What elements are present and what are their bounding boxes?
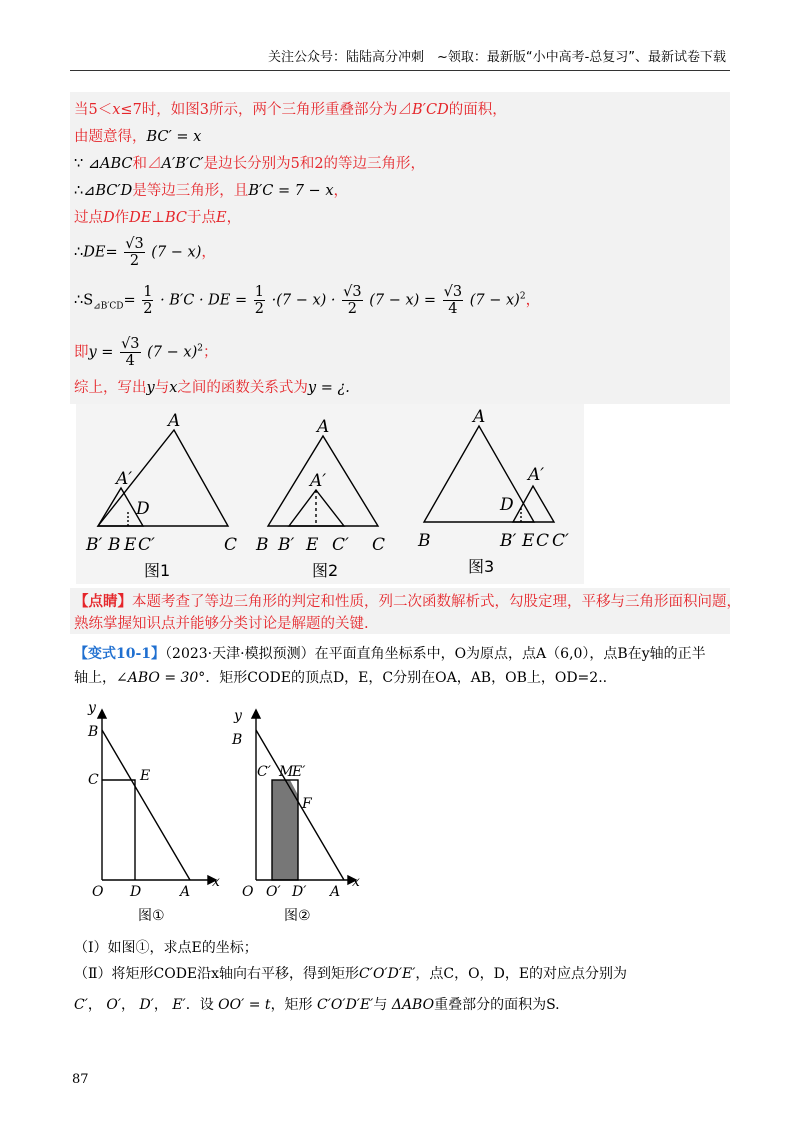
page-number: 87	[72, 1072, 89, 1087]
label-A-1: A	[168, 411, 181, 431]
label-E-2: E	[306, 535, 319, 555]
label-Bp-1: B′	[86, 535, 103, 555]
question-2-line-1: （Ⅱ）将矩形CODE沿x轴向右平移，得到矩形C′O′D′E′，点C，O，D，E的对应点分别为	[74, 966, 628, 982]
solution-line-2: 由题意得，BC′ = x	[74, 129, 202, 145]
label-O-circ2: O	[242, 884, 254, 900]
label-A-circ1: A	[180, 884, 191, 900]
solution-line-7: $\therefore S_{⊿B'CD}=$ $\frac{1}{2}$ · B′C · DE = $\frac{1}{2}$ ·(7 − x) · $\frac{√3}{2}$ (7 − x) = $\frac{√3}{4}$ $(7 - x)^2$，	[74, 284, 541, 317]
fraction: $\frac{√3}{2}$	[125, 236, 144, 269]
triangle-abc-3	[424, 426, 534, 522]
label-y-2: y	[234, 708, 242, 724]
label-E-3: E	[522, 531, 535, 551]
label-C-circ1: C	[88, 772, 99, 788]
tip-line-2: 熟练掌握知识点并能够分类讨论是解题的关键.	[74, 616, 369, 632]
solution-line-4: ∴⊿BC′D是等边三角形，且B′C = 7 − x，	[74, 183, 348, 199]
label-Cp-2: C′	[332, 535, 349, 555]
solution-line-6: ∴DE= $\frac{√3}{2}$ (7 − x)，	[74, 236, 216, 269]
figure-circled-1	[98, 710, 216, 884]
label-Cp-3: C′	[552, 531, 569, 551]
caption-fig-circ1: 图①	[138, 908, 165, 924]
solution-line-1: 当5＜x≤7时，如图3所示，两个三角形重叠部分为⊿B′CD的面积，	[74, 102, 507, 118]
label-x-2: x	[352, 874, 360, 890]
label-Ap-1: A′	[116, 469, 133, 489]
segment-AB-2	[256, 730, 344, 880]
segment-AB-1	[102, 730, 190, 880]
caption-fig-1: 图1	[144, 561, 171, 580]
label-Cp-1: C′	[138, 535, 155, 555]
label-B-circ2: B	[232, 732, 243, 748]
solution-line-8: 即y = $\frac{√3}{4}$ $(7 - x)^2$；	[74, 336, 218, 369]
page-header: 关注公众号：陆陆高分冲刺 ~领取：最新版“小中高考-总复习”、最新试卷下载	[267, 50, 726, 65]
label-D-circ1: D	[130, 884, 142, 900]
label-y-1: y	[88, 700, 96, 716]
coordinate-figures	[80, 700, 380, 932]
label-D-1: D	[136, 499, 150, 519]
label-Cp-circ2: C′	[257, 764, 271, 780]
label-A-2: A	[317, 417, 330, 437]
y-axis-arrow-2	[252, 710, 260, 718]
caption-fig-2: 图2	[312, 561, 339, 580]
solution-line-9: 综上，写出y与x之间的函数关系式为y = ¿.	[74, 380, 350, 396]
label-M-circ2: M	[279, 764, 294, 780]
label-B-1: B	[108, 535, 121, 555]
label-E-1: E	[124, 535, 137, 555]
label-B-2: B	[256, 535, 269, 555]
label-Ap-2: A′	[310, 471, 327, 491]
question-1: （Ⅰ）如图①，求点E的坐标；	[74, 940, 258, 956]
y-axis-arrow-1	[98, 710, 106, 718]
label-B-3: B	[418, 531, 431, 551]
label-Bp-2: B′	[278, 535, 295, 555]
label-A-circ2: A	[330, 884, 341, 900]
solution-line-3: ∵ ⊿ABC和⊿A′B′C′是边长分别为5和2的等边三角形，	[74, 156, 426, 172]
label-B-circ1: B	[88, 724, 99, 740]
label-Op-circ2: O′	[266, 884, 281, 900]
tip-line-1: 【点睛】本题考查了等边三角形的判定和性质，列二次函数解析式，勾股定理，平移与三角形面积问题，	[74, 593, 741, 610]
label-D-3: D	[500, 495, 514, 515]
problem-line-1: 【变式10-1】（2023·天津·模拟预测）在平面直角坐标系中，O为原点，点A（6,0），点B在y轴的正半	[74, 646, 706, 662]
caption-fig-circ2: 图②	[284, 908, 311, 924]
label-O-circ1: O	[92, 884, 104, 900]
label-Bp-3: B′	[500, 531, 517, 551]
label-C-1: C	[224, 535, 238, 555]
label-Ap-3: A′	[528, 465, 545, 485]
label-Dp-circ2: D′	[292, 884, 307, 900]
triangle-figures	[76, 404, 584, 584]
header-rule	[70, 70, 730, 71]
label-Ep-circ2: E′	[292, 764, 306, 780]
solution-line-5: 过点D作DE⊥BC于点E，	[74, 210, 242, 226]
problem-line-2: 轴上，∠ABO = 30°．矩形CODE的顶点D，E，C分别在OA，AB，OB上，OD=2..	[74, 670, 608, 686]
label-E-circ1: E	[140, 768, 151, 784]
triangle-apbpcp-3	[513, 486, 554, 522]
question-2-line-2: C′， O′， D′， E′．设 OO′ = t，矩形 C′O′D′E′与 ΔABO重叠部分的面积为S.	[74, 997, 560, 1013]
label-C-2: C	[372, 535, 386, 555]
label-C-3: C	[536, 531, 550, 551]
caption-fig-3: 图3	[468, 557, 495, 576]
rectangle-CODE-1	[102, 780, 135, 880]
label-x-1: x	[212, 874, 220, 890]
label-F-circ2: F	[302, 796, 312, 812]
label-A-3: A	[473, 407, 486, 427]
